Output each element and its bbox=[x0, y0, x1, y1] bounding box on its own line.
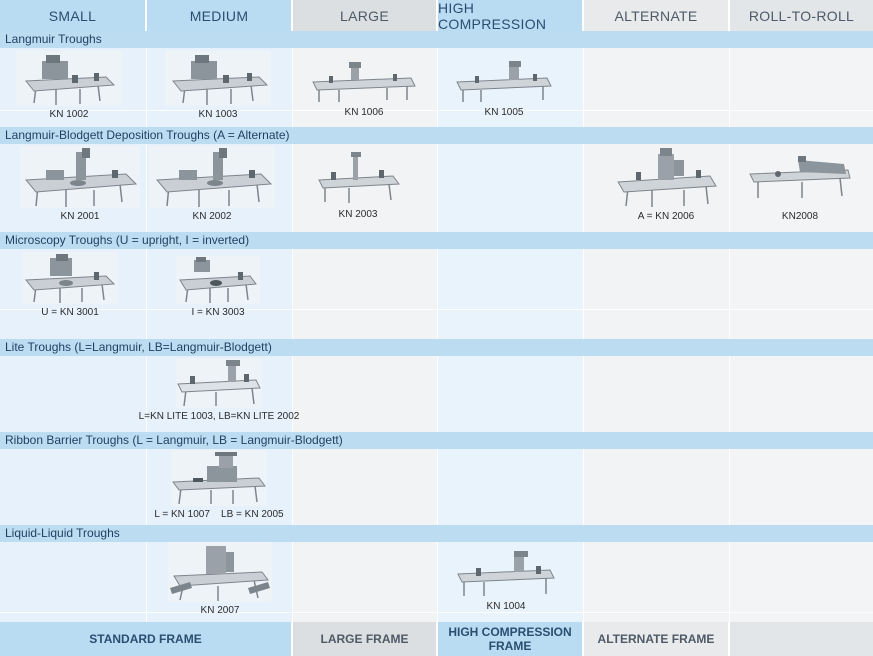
header-large-label: LARGE bbox=[340, 7, 389, 24]
product-caption: KN 2001 bbox=[60, 211, 100, 222]
section-lb-deposition bbox=[0, 127, 873, 144]
product-caption: KN 2002 bbox=[192, 211, 232, 222]
section-ribbon-barrier bbox=[0, 432, 873, 449]
product-caption: KN 1002 bbox=[49, 109, 89, 120]
product-kn1005[interactable] bbox=[453, 58, 555, 118]
langmuir-trough-icon bbox=[176, 358, 262, 408]
header-high-compression bbox=[438, 0, 582, 31]
section-title: Microscopy Troughs (U = upright, I = inverted) bbox=[5, 233, 250, 247]
langmuir-trough-icon bbox=[313, 148, 403, 206]
product-caption: KN 1003 bbox=[198, 109, 238, 120]
section-microscopy bbox=[0, 232, 873, 249]
product-caption: KN 1005 bbox=[484, 107, 524, 118]
langmuir-trough-icon bbox=[149, 146, 275, 208]
product-kn2003[interactable] bbox=[313, 148, 403, 220]
langmuir-trough-icon bbox=[453, 58, 555, 104]
footer-empty bbox=[730, 622, 873, 656]
langmuir-trough-icon bbox=[454, 548, 558, 598]
product-caption: I = KN 3003 bbox=[191, 307, 245, 318]
header-alternate bbox=[584, 0, 728, 31]
product-kn1007-kn2005[interactable] bbox=[147, 450, 291, 520]
section-lite bbox=[0, 339, 873, 356]
product-kn3001[interactable] bbox=[22, 252, 118, 318]
section-liquid-liquid bbox=[0, 525, 873, 542]
langmuir-trough-icon bbox=[171, 450, 267, 506]
section-title: Lite Troughs (L=Langmuir, LB=Langmuir-Blodgett) bbox=[5, 340, 272, 354]
header-hc-label: HIGH COMPRESSION bbox=[438, 0, 547, 32]
langmuir-trough-icon bbox=[16, 51, 122, 106]
product-kn2006[interactable] bbox=[612, 146, 720, 222]
header-roll-to-roll bbox=[730, 0, 873, 31]
footer-label: LARGE FRAME bbox=[320, 632, 409, 646]
product-kn2002[interactable] bbox=[149, 146, 275, 222]
product-kn2008[interactable] bbox=[748, 152, 852, 222]
product-caption: KN 2007 bbox=[200, 605, 240, 616]
langmuir-trough-icon bbox=[165, 51, 271, 106]
section-title: Ribbon Barrier Troughs (L = Langmuir, LB = Langmuir-Blodgett) bbox=[5, 433, 343, 447]
footer-label: HIGH COMPRESSION bbox=[448, 625, 572, 639]
product-kn2001[interactable] bbox=[20, 146, 140, 222]
section-title: Langmuir Troughs bbox=[5, 32, 102, 46]
langmuir-trough-icon bbox=[748, 152, 852, 208]
header-medium bbox=[147, 0, 291, 31]
langmuir-trough-icon bbox=[168, 542, 272, 602]
product-caption: KN 2003 bbox=[338, 209, 378, 220]
product-kn3003[interactable] bbox=[176, 256, 260, 318]
langmuir-trough-icon bbox=[309, 58, 419, 104]
section-langmuir bbox=[0, 31, 873, 48]
section-title: Liquid-Liquid Troughs bbox=[5, 526, 120, 540]
langmuir-trough-icon bbox=[20, 146, 140, 208]
product-caption: KN 1004 bbox=[486, 601, 526, 612]
product-kn1004[interactable] bbox=[454, 548, 558, 612]
product-caption: A = KN 2006 bbox=[637, 211, 695, 222]
footer-standard-frame bbox=[0, 622, 291, 656]
divider bbox=[0, 309, 873, 310]
header-large bbox=[293, 0, 436, 31]
langmuir-trough-icon bbox=[612, 146, 720, 208]
product-caption: KN2008 bbox=[781, 211, 819, 222]
product-caption: KN 1006 bbox=[344, 107, 384, 118]
product-kn1002[interactable] bbox=[16, 51, 122, 120]
header-r2r-label: ROLL-TO-ROLL bbox=[748, 7, 855, 24]
product-caption: L=KN LITE 1003, LB=KN LITE 2002 bbox=[138, 411, 300, 422]
header-small-label: SMALL bbox=[48, 7, 97, 24]
langmuir-trough-icon bbox=[22, 252, 118, 304]
langmuir-trough-icon bbox=[176, 256, 260, 304]
section-title: Langmuir-Blodgett Deposition Troughs (A = Alternate) bbox=[5, 128, 290, 142]
product-caption: L = KN 1007 LB = KN 2005 bbox=[154, 509, 284, 520]
product-kn1006[interactable] bbox=[309, 58, 419, 118]
product-kn-lite[interactable] bbox=[138, 358, 300, 422]
footer-label: ALTERNATE FRAME bbox=[597, 632, 715, 646]
product-kn1003[interactable] bbox=[165, 51, 271, 120]
footer-label: FRAME bbox=[488, 639, 532, 653]
footer-hc-frame bbox=[438, 622, 582, 656]
header-small bbox=[0, 0, 145, 31]
product-caption: U = KN 3001 bbox=[41, 307, 99, 318]
divider bbox=[0, 110, 873, 111]
footer-large-frame bbox=[293, 622, 436, 656]
header-medium-label: MEDIUM bbox=[189, 7, 249, 24]
footer-label: STANDARD FRAME bbox=[89, 632, 202, 646]
product-kn2007[interactable] bbox=[168, 542, 272, 616]
divider bbox=[0, 612, 873, 613]
footer-alternate-frame bbox=[584, 622, 728, 656]
header-alternate-label: ALTERNATE bbox=[614, 7, 698, 24]
